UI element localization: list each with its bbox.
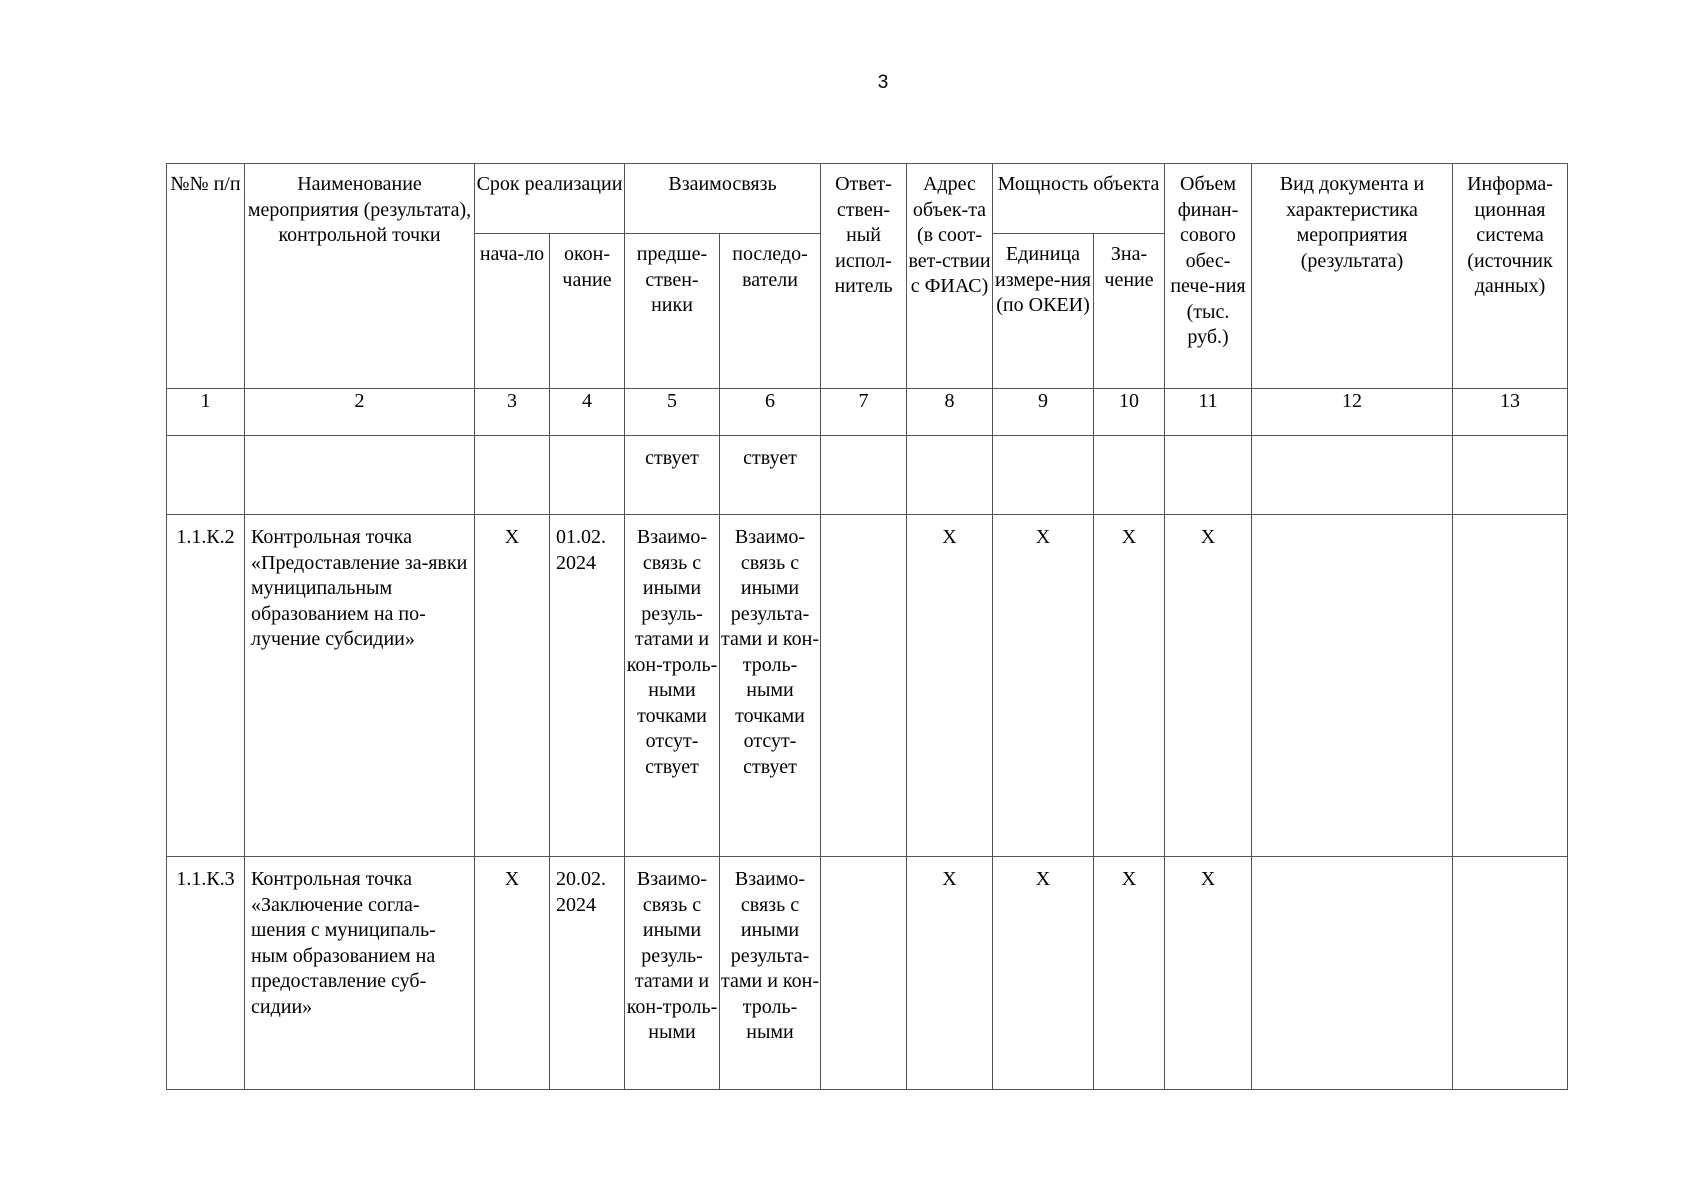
row-name: Контрольная точка «Заключение согла-шения с муниципаль-ным образованием на предоставление суб-сидии»: [245, 857, 475, 1090]
header-link-group: Взаимосвязь: [625, 164, 821, 234]
row-start: [475, 436, 550, 515]
table-row: [167, 515, 1568, 857]
row-pred: Взаимо-связь с иными резуль-татами и кон-троль-ными точками отсут-ствует: [625, 515, 720, 857]
row-end: 01.02. 2024: [550, 515, 625, 857]
header-power-group: Мощность объекта: [993, 164, 1165, 234]
row-end: [550, 436, 625, 515]
row-unit: X: [993, 515, 1094, 857]
row-value: [1094, 436, 1165, 515]
column-number: 7: [821, 389, 907, 436]
column-numbers-row: [167, 389, 1568, 436]
row-finance: X: [1165, 857, 1252, 1090]
row-start: X: [475, 857, 550, 1090]
row-finance: [1165, 436, 1252, 515]
row-name: [245, 436, 475, 515]
header-address: Адрес объек-та (в соот-вет-ствии с ФИАС): [907, 164, 993, 389]
row-value: X: [1094, 515, 1165, 857]
row-pred: Взаимо-связь с иными резуль-татами и кон-троль-ными: [625, 857, 720, 1090]
table-row-continuation: [167, 436, 1568, 515]
header-finance: Объем финан-сового обес-пече-ния (тыс. руб.): [1165, 164, 1252, 389]
row-executor: [821, 436, 907, 515]
header-executor: Ответ-ствен-ный испол-нитель: [821, 164, 907, 389]
column-number: 5: [625, 389, 720, 436]
header-term-end: окон-чание: [550, 234, 625, 389]
header-link-pred: предше-ствен-ники: [625, 234, 720, 389]
header-power-value: Зна-чение: [1094, 234, 1165, 389]
header-info-system: Информа-ционная система (источник данных): [1453, 164, 1568, 389]
row-name: Контрольная точка «Предоставление за-явки муниципальным образованием на по-лучение субсидии»: [245, 515, 475, 857]
row-value: X: [1094, 857, 1165, 1090]
column-number: 11: [1165, 389, 1252, 436]
column-number: 1: [167, 389, 245, 436]
row-address: [907, 436, 993, 515]
row-system: [1453, 857, 1568, 1090]
row-succ: Взаимо-связь с иными результа-тами и кон-троль-ными: [720, 857, 821, 1090]
column-number: 2: [245, 389, 475, 436]
row-address: X: [907, 857, 993, 1090]
header-term-group: Срок реализации: [475, 164, 625, 234]
row-executor: [821, 857, 907, 1090]
column-number: 6: [720, 389, 821, 436]
row-id: 1.1.К.3: [167, 857, 245, 1090]
header-power-unit: Единица измере-ния (по ОКЕИ): [993, 234, 1094, 389]
header-name: Наименование мероприятия (результата), контрольной точки: [245, 164, 475, 389]
row-doc: [1252, 857, 1453, 1090]
column-number: 13: [1453, 389, 1568, 436]
row-doc: [1252, 515, 1453, 857]
row-system: [1453, 436, 1568, 515]
row-id: 1.1.К.2: [167, 515, 245, 857]
column-number: 12: [1252, 389, 1453, 436]
header-term-start: нача-ло: [475, 234, 550, 389]
header-number: №№ п/п: [167, 164, 245, 389]
column-number: 8: [907, 389, 993, 436]
row-finance: X: [1165, 515, 1252, 857]
column-number: 4: [550, 389, 625, 436]
row-succ: ствует: [720, 436, 821, 515]
row-succ: Взаимо-связь с иными результа-тами и кон-троль-ными точками отсут-ствует: [720, 515, 821, 857]
page-number: 3: [877, 72, 889, 93]
row-system: [1453, 515, 1568, 857]
row-pred: ствует: [625, 436, 720, 515]
row-executor: [821, 515, 907, 857]
row-end: 20.02. 2024: [550, 857, 625, 1090]
header-document: Вид документа и характеристика мероприятия (результата): [1252, 164, 1453, 389]
header-link-succ: последо-ватели: [720, 234, 821, 389]
row-id: [167, 436, 245, 515]
row-unit: [993, 436, 1094, 515]
row-start: X: [475, 515, 550, 857]
column-number: 10: [1094, 389, 1165, 436]
row-unit: X: [993, 857, 1094, 1090]
activities-table: [166, 163, 1568, 1090]
column-number: 3: [475, 389, 550, 436]
column-number: 9: [993, 389, 1094, 436]
row-address: X: [907, 515, 993, 857]
row-doc: [1252, 436, 1453, 515]
table-row: [167, 857, 1568, 1090]
